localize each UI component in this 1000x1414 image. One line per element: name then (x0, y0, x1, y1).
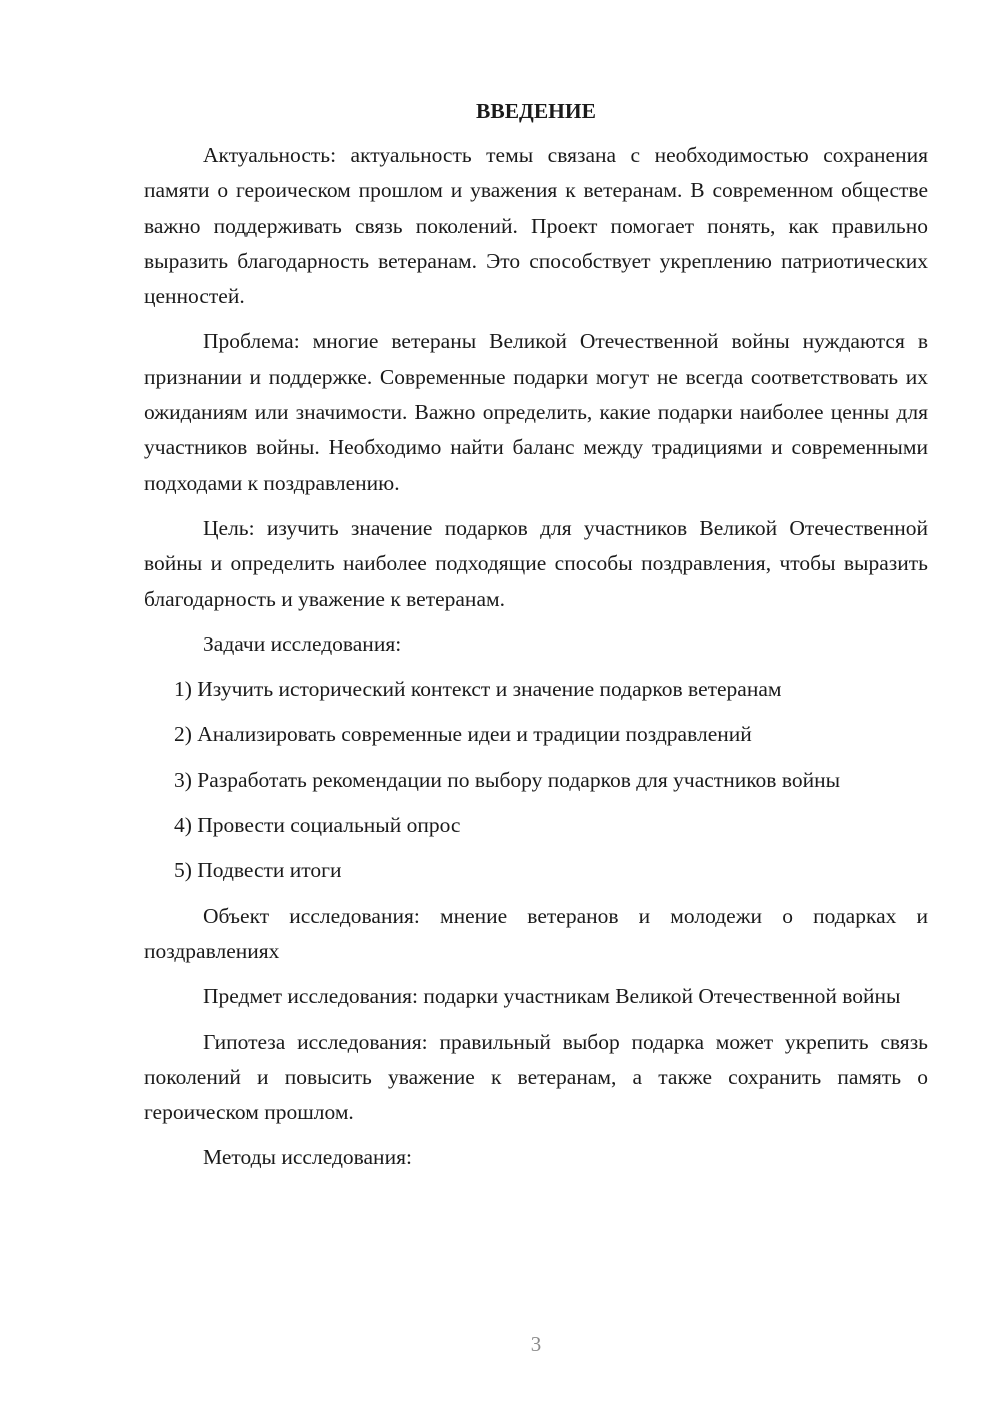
task-item: 3) Разработать рекомендации по выбору подарков для участников войны (174, 767, 841, 792)
object-paragraph: Объект исследования: мнение ветеранов и молодежи о подарках и поздравлениях (144, 903, 928, 963)
task-item: 2) Анализировать современные идеи и традиции поздравлений (174, 722, 752, 747)
document-page (144, 94, 928, 1186)
tasks-heading: Задачи исследования: (203, 631, 402, 656)
problem-paragraph: Проблема: многие ветераны Великой Отечественной войны нуждаются в признании и поддержке. Современные подарки могут не всегда соответствовать их ожиданиям или значимости. Важно определить, какие подарки наиболее ценны для участников войны. Необходимо найти баланс между традициями и современными подходами к поздравлению. (144, 329, 928, 495)
section-title: ВВЕДЕНИЕ (476, 99, 596, 123)
relevance-paragraph: Актуальность: актуальность темы связана с необходимостью сохранения памяти о героическом прошлом и уважения к ветеранам. В современном обществе важно поддерживать связь поколений. Проект помогает понять, как правильно выразить благодарность ветеранам. Это способствует укреплению патриотических ценностей. (144, 143, 928, 309)
task-item: 5) Подвести итоги (174, 858, 342, 883)
subject-paragraph: Предмет исследования: подарки участникам Великой Отечественной войны (203, 984, 901, 1009)
goal-paragraph: Цель: изучить значение подарков для участников Великой Отечественной войны и определить наиболее подходящие способы поздравления, чтобы выразить благодарность и уважение к ветеранам. (144, 515, 928, 611)
hypothesis-paragraph: Гипотеза исследования: правильный выбор подарка может укрепить связь поколений и повысить уважение к ветеранам, а также сохранить память о героическом прошлом. (144, 1029, 928, 1125)
methods-heading: Методы исследования: (203, 1145, 412, 1170)
task-item: 4) Провести социальный опрос (174, 813, 461, 838)
task-item: 1) Изучить исторический контекст и значение подарков ветеранам (174, 677, 782, 702)
page-number: 3 (530, 1332, 542, 1356)
